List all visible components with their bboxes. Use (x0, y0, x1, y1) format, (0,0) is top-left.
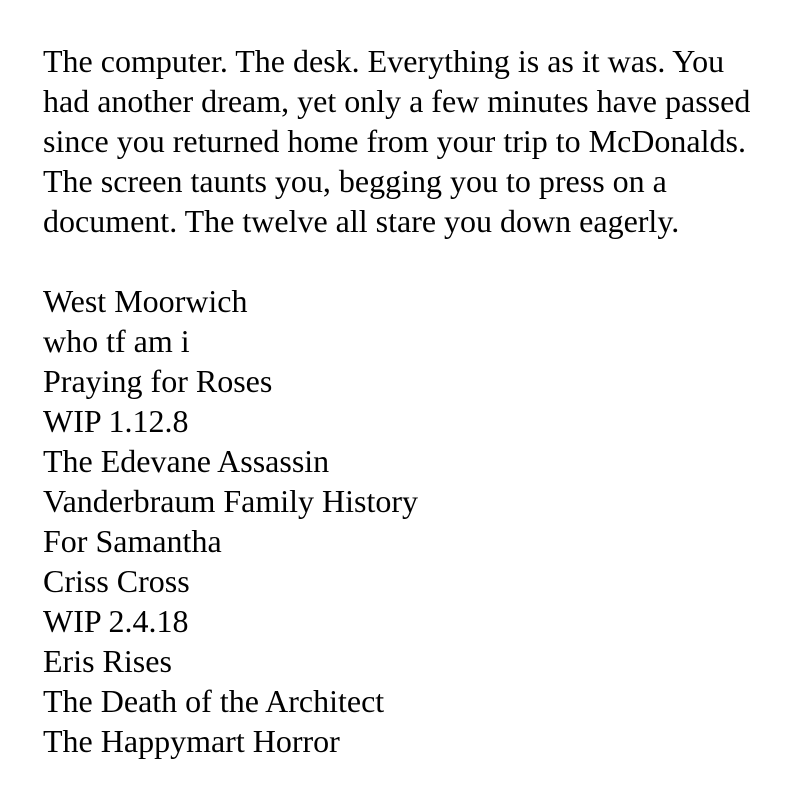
document-link-vanderbraum-family-history[interactable]: Vanderbraum Family History (43, 483, 419, 519)
story-page (43, 41, 763, 761)
document-link-for-samantha[interactable]: For Samantha (43, 523, 222, 559)
intro-paragraph: The computer. The desk. Everything is as it was. You had another dream, yet only a few minutes have passed since you returned home from your trip to McDonalds. The screen taunts you, begging you to press on a document. The twelve all stare you down eagerly. (43, 43, 751, 239)
document-link-wip-1-12-8[interactable]: WIP 1.12.8 (43, 403, 189, 439)
paragraph-spacer (43, 241, 763, 281)
document-link-wip-2-4-18[interactable]: WIP 2.4.18 (43, 603, 189, 639)
document-link-criss-cross[interactable]: Criss Cross (43, 563, 190, 599)
document-link-who-tf-am-i[interactable]: who tf am i (43, 323, 190, 359)
document-link-edevane-assassin[interactable]: The Edevane Assassin (43, 443, 330, 479)
document-list (43, 281, 763, 761)
document-link-eris-rises[interactable]: Eris Rises (43, 643, 172, 679)
document-link-praying-for-roses[interactable]: Praying for Roses (43, 363, 273, 399)
document-link-happymart-horror[interactable]: The Happymart Horror (43, 723, 340, 759)
document-link-death-of-the-architect[interactable]: The Death of the Architect (43, 683, 385, 719)
document-link-west-moorwich[interactable]: West Moorwich (43, 283, 248, 319)
